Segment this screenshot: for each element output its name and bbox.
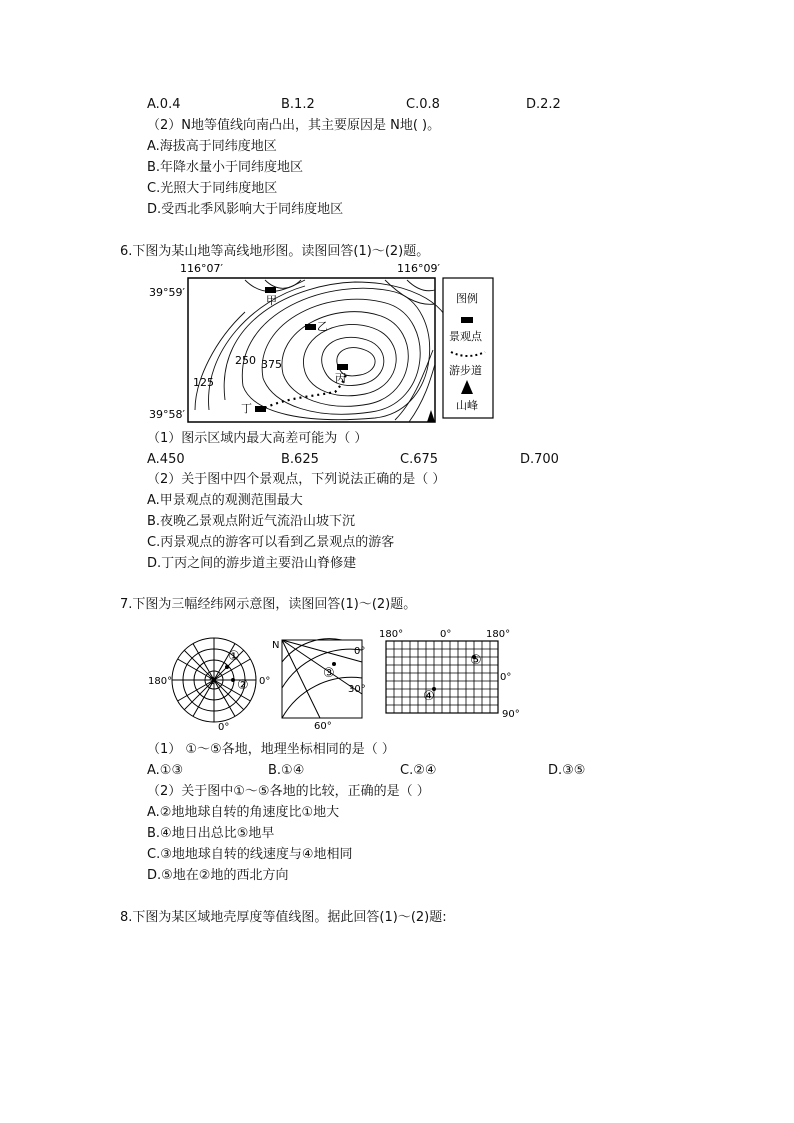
fig3-right-label: 0° bbox=[500, 672, 512, 683]
fig3-topright-label: 180° bbox=[486, 629, 511, 640]
scenic-spot-ding-marker bbox=[255, 406, 266, 412]
scenic-spot-ding-label: 丁 bbox=[241, 402, 252, 415]
q5-sub2-option-a: A.海拔高于同纬度地区 bbox=[147, 139, 277, 154]
rect-grid-figure bbox=[378, 627, 528, 722]
contour-label-375: 375 bbox=[261, 358, 282, 371]
scenic-spot-bing-label: 丙 bbox=[335, 372, 346, 385]
fig3-topleft-label: 180° bbox=[379, 629, 404, 640]
fig3-point-4-label: ④ bbox=[423, 689, 435, 704]
q7-sub1-option-c: C.②④ bbox=[400, 763, 437, 778]
q7-sub2-stem: （2）关于图中①～⑤各地的比较，正确的是（ ） bbox=[147, 784, 430, 799]
q5-option-d: D.2.2 bbox=[526, 97, 561, 112]
fig1-right-label: 0° bbox=[259, 676, 271, 687]
q7-sub2-option-c: C.③地地球自转的线速度与④地相同 bbox=[147, 847, 353, 862]
contour-label-250: 250 bbox=[235, 354, 256, 367]
q5-sub2-option-c: C.光照大于同纬度地区 bbox=[147, 181, 278, 196]
q6-sub2-stem: （2）关于图中四个景观点，下列说法正确的是（ ） bbox=[147, 472, 446, 487]
q5-sub2-option-b: B.年降水量小于同纬度地区 bbox=[147, 160, 304, 175]
fig1-center-label: S bbox=[209, 676, 216, 687]
legend-scenic-label: 景观点 bbox=[449, 330, 482, 343]
fig2-point-3-label: ③ bbox=[323, 666, 335, 681]
contour-label-125: 125 bbox=[193, 376, 214, 389]
q6-sub1-option-b: B.625 bbox=[281, 452, 319, 467]
q6-sub2-option-b: B.夜晚乙景观点附近气流沿山坡下沉 bbox=[147, 514, 356, 529]
q6-sub2-option-c: C.丙景观点的游客可以看到乙景观点的游客 bbox=[147, 535, 395, 550]
fig2-topright-label: 0° bbox=[354, 646, 366, 657]
quarter-grid-figure bbox=[270, 632, 370, 732]
fig2-bottom-label: 60° bbox=[314, 721, 332, 732]
fig2-right-label: 30° bbox=[348, 684, 366, 695]
q6-sub1-option-a: A.450 bbox=[147, 452, 185, 467]
q7-stem: 7.下图为三幅经纬网示意图，读图回答(1)～(2)题。 bbox=[120, 597, 417, 612]
q6-sub1-option-d: D.700 bbox=[520, 452, 559, 467]
scenic-spot-yi-label: 乙 bbox=[317, 320, 328, 333]
lon-left-label: 116°07′ bbox=[180, 262, 223, 275]
legend-title: 图例 bbox=[456, 292, 478, 305]
q6-sub1-stem: （1）图示区域内最大高差可能为（ ） bbox=[147, 431, 368, 446]
q6-sub1-option-c: C.675 bbox=[400, 452, 439, 467]
q7-sub2-option-a: A.②地地球自转的角速度比①地大 bbox=[147, 805, 340, 820]
q5-option-c: C.0.8 bbox=[406, 97, 440, 112]
q7-sub2-option-b: B.④地日出总比⑤地早 bbox=[147, 826, 275, 841]
scenic-spot-jia-label: 甲 bbox=[266, 294, 277, 307]
q7-sub2-option-d: D.⑤地在②地的西北方向 bbox=[147, 868, 289, 883]
q7-sub1-stem: （1） ①～⑤各地，地理坐标相同的是（ ） bbox=[147, 742, 395, 757]
scenic-spot-yi-marker bbox=[305, 324, 316, 330]
q5-sub2-option-d: D.受西北季风影响大于同纬度地区 bbox=[147, 202, 344, 217]
fig2-north-label: N bbox=[272, 640, 280, 651]
fig3-topmid-label: 0° bbox=[440, 629, 452, 640]
fig1-bottom-label: 0° bbox=[218, 722, 230, 732]
q5-sub2-stem: （2）N地等值线向南凸出，其主要原因是 N地( )。 bbox=[147, 118, 441, 133]
polar-grid-figure bbox=[145, 632, 275, 732]
scenic-spot-jia-marker bbox=[265, 287, 276, 293]
q6-sub2-option-d: D.丁丙之间的游步道主要沿山脊修建 bbox=[147, 556, 357, 571]
q7-sub1-option-a: A.①③ bbox=[147, 763, 184, 778]
q6-stem: 6.下图为某山地等高线地形图。读图回答(1)～(2)题。 bbox=[120, 244, 430, 259]
fig1-point-2-label: ② bbox=[237, 678, 249, 693]
q6-sub2-option-a: A.甲景观点的观测范围最大 bbox=[147, 493, 303, 508]
fig1-point-1-dot bbox=[225, 665, 229, 669]
fig1-point-1-label: ① bbox=[228, 649, 240, 664]
legend-trail-label: 游步道 bbox=[449, 364, 482, 377]
fig1-point-2-dot bbox=[231, 678, 235, 682]
lat-bottom-label: 39°58′ bbox=[149, 408, 185, 421]
q7-sub1-option-d: D.③⑤ bbox=[548, 763, 586, 778]
legend-scenic-icon bbox=[461, 317, 473, 323]
lon-right-label: 116°09′ bbox=[397, 262, 440, 275]
fig3-bottomright-label: 90° bbox=[502, 709, 520, 720]
q8-stem: 8.下图为某区域地壳厚度等值线图。据此回答(1)～(2)题: bbox=[120, 910, 447, 925]
legend-peak-label: 山峰 bbox=[456, 399, 478, 412]
q5-option-b: B.1.2 bbox=[281, 97, 315, 112]
lat-top-label: 39°59′ bbox=[149, 286, 185, 299]
scenic-spot-bing-marker bbox=[337, 364, 348, 370]
q5-option-a: A.0.4 bbox=[147, 97, 181, 112]
contour-map-figure bbox=[145, 260, 505, 430]
fig3-point-5-label: ⑤ bbox=[470, 653, 482, 668]
q7-sub1-option-b: B.①④ bbox=[268, 763, 305, 778]
fig1-left-label: 180° bbox=[148, 676, 173, 687]
